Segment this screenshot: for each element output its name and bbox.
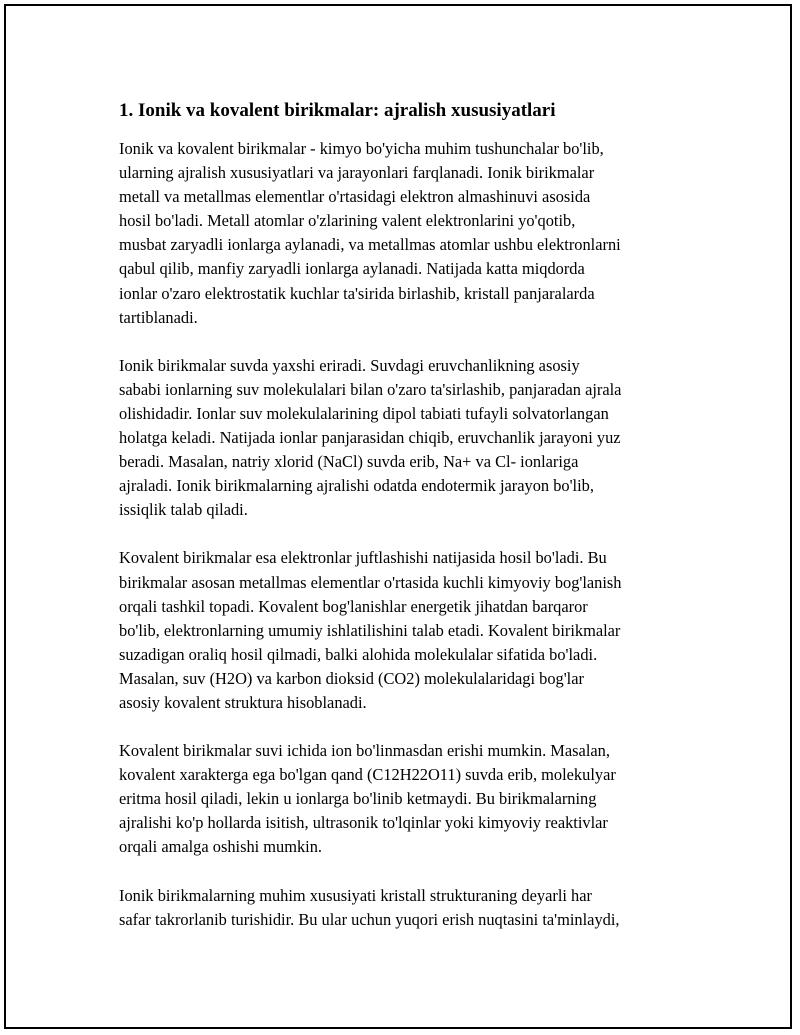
- text-line: issiqlik talab qiladi.: [119, 500, 248, 520]
- document-page: [4, 4, 792, 1029]
- text-line: olishidadir. Ionlar suv molekulalarining dipol tabiati tufayli solvatorlangan: [119, 403, 609, 423]
- text-line: birikmalar asosan metallmas elementlar o'rtasida kuchli kimyoviy bog'lanish: [119, 572, 622, 592]
- paragraph-2: [119, 354, 699, 523]
- paragraph-3: [119, 546, 699, 715]
- text-line: holatga keladi. Natijada ionlar panjarasidan chiqib, eruvchanlik jarayoni yuz: [119, 428, 621, 448]
- text-line: Ionik birikmalar suvda yaxshi eriradi. Suvdagi eruvchanlikning asosiy: [119, 355, 580, 375]
- text-line: kovalent xarakterga ega bo'lgan qand (C12H22O11) suvda erib, molekulyar: [119, 765, 616, 785]
- text-line: qabul qilib, manfiy zaryadli ionlarga aylanadi. Natijada katta miqdorda: [119, 259, 585, 279]
- text-line: Kovalent birikmalar suvi ichida ion bo'linmasdan erishi mumkin. Masalan,: [119, 741, 610, 761]
- text-line: ajralishi ko'p hollarda isitish, ultrasonik to'lqinlar yoki kimyoviy reaktivlar: [119, 813, 608, 833]
- text-line: eritma hosil qiladi, lekin u ionlarga bo'linib ketmaydi. Bu birikmalarning: [119, 789, 597, 809]
- text-line: sababi ionlarning suv molekulalari bilan o'zaro ta'sirlashib, panjaradan ajrala: [119, 379, 622, 399]
- text-line: orqali amalga oshishi mumkin.: [119, 837, 323, 857]
- paragraph-1: [119, 137, 699, 330]
- text-line: ajraladi. Ionik birikmalarning ajralishi odatda endotermik jarayon bo'lib,: [119, 476, 594, 496]
- paragraph-4: [119, 739, 699, 859]
- text-line: safar takrorlanib turishidir. Bu ular uchun yuqori erish nuqtasini ta'minlaydi,: [119, 909, 620, 929]
- text-line: hosil bo'ladi. Metall atomlar o'zlarining valent elektronlarini yo'qotib,: [119, 211, 576, 231]
- text-line: metall va metallmas elementlar o'rtasidagi elektron almashinuvi asosida: [119, 187, 591, 207]
- text-line: tartiblanadi.: [119, 307, 198, 327]
- text-line: Ionik birikmalarning muhim xususiyati kristall strukturaning deyarli har: [119, 885, 592, 905]
- section-heading: 1. Ionik va kovalent birikmalar: ajralish xususiyatlari: [119, 100, 556, 121]
- text-line: Kovalent birikmalar esa elektronlar juftlashishi natijasida hosil bo'ladi. Bu: [119, 548, 607, 568]
- text-line: beradi. Masalan, natriy xlorid (NaCl) suvda erib, Na+ va Cl- ionlariga: [119, 452, 579, 472]
- text-line: orqali tashkil topadi. Kovalent bog'lanishlar energetik jihatdan barqaror: [119, 596, 588, 616]
- paragraph-5: [119, 884, 699, 932]
- text-line: Masalan, suv (H2O) va karbon dioksid (CO2) molekulalaridagi bog'lar: [119, 668, 584, 688]
- document-body: [119, 98, 699, 956]
- text-line: bo'lib, elektronlarning umumiy ishlatilishini talab etadi. Kovalent birikmalar: [119, 620, 621, 640]
- text-line: Ionik va kovalent birikmalar - kimyo bo'yicha muhim tushunchalar bo'lib,: [119, 139, 604, 158]
- text-line: ularning ajralish xususiyatlari va jarayonlari farqlanadi. Ionik birikmalar: [119, 163, 595, 183]
- text-line: suzadigan oraliq hosil qilmadi, balki alohida molekulalar sifatida bo'ladi.: [119, 644, 598, 664]
- text-line: musbat zaryadli ionlarga aylanadi, va metallmas atomlar ushbu elektronlarni: [119, 235, 621, 255]
- text-line: asosiy kovalent struktura hisoblanadi.: [119, 692, 367, 712]
- text-line: ionlar o'zaro elektrostatik kuchlar ta'sirida birlashib, kristall panjaralarda: [119, 283, 595, 303]
